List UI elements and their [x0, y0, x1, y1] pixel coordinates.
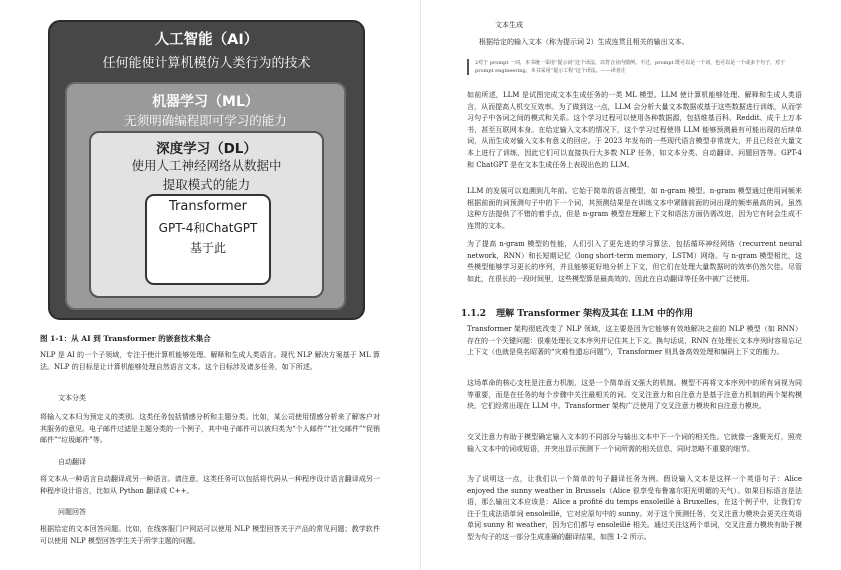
- translator-footnote: 2对于 prompt 一词，本书统一采用“提示词”这个译法，以符合业内惯例。不过，prompt 既可以是一个词，也可以是一个或多个句子，对于 prompt engineering，本书采用“提示工程”这个译法。——译者注: [467, 59, 805, 75]
- paragraph-question-answering: 根据给定的文本回答问题。比如，在线客服门户网站可以使用 NLP 模型回答关于产品的常见问题；教学软件可以使用 NLP 模型回答学生关于所学主题的问题。: [40, 525, 380, 545]
- ai-description: 任何能使计算机模仿人类行为的技术: [102, 56, 311, 71]
- paragraph-attention: 这场革命的核心支柱是注意力机制，这是一个简单而又强大的机制。模型不再将文本序列中的所有词视为同等重要，而是在任务的每个步骤中关注最相关的词。交叉注意力和自注意力是基于注意力机制的两个架构模块，它们经常出现在 LLM 中。Transformer 架构广泛使用了交叉注意力模块和自注意力模块。: [467, 379, 802, 411]
- heading-text-generation: 文本生成: [495, 21, 523, 29]
- dl-title: 深度学习（DL）: [156, 141, 257, 157]
- paragraph-cross-attention: 交叉注意力有助于模型确定输入文本的不同部分与输出文本中下一个词的相关性。它就像一盏聚光灯，照亮输入文本中的词或短语，并突出显示预测下一个词所需的相关信息，同时忽略不重要的细节。: [467, 433, 802, 453]
- paragraph-translation-example: 为了说明这一点，让我们以一个简单的句子翻译任务为例。假设输入文本是这样一个英语句子：Alice enjoyed the sunny weather in Brussels（Alice 很享受布鲁塞尔阳光明媚的天气）。如果目标语言是法语，那么输出文本应该是：Alice a profité du temps ensoleillé à Bruxelles。在这个例子中，让我们专注于生成法语单词 ensoleillé，它对应原句中的 sunny。对于这个预测任务，交叉注意力模块会更关注英语单词 sunny 和 weather，因为它们都与 ensoleillé 相关。通过关注这两个单词，交叉注意力模块有助于模型为句子的这一部分生成准确的翻译结果，如图 1-2 所示。: [467, 475, 802, 541]
- section-title: 理解 Transformer 架构及其在 LLM 中的作用: [496, 309, 694, 319]
- heading-question-answering: 问题回答: [58, 508, 86, 516]
- paragraph-ngram: LLM 的发展可以追溯到几年前。它始于简单的语言模型，如 n-gram 模型。n-gram 模型通过使用词频来根据前面的词预测句子中的下一个词，其预测结果是在训练文本中紧随前面的词出现的频率最高的词。虽然这种方法提供了不错的着手点，但是 n-gram 模型在理解上下文和语法方面仍需改进，因为它有时会生成不连贯的文本。: [467, 187, 802, 230]
- paragraph-nlp-intro: NLP 是 AI 的一个子领域，专注于使计算机能够处理、解释和生成人类语言。现代 NLP 解决方案基于 ML 算法。NLP 的目标是让计算机能够处理自然语言文本。这个目标涉及诸多任务，如下所述。: [40, 351, 380, 371]
- ai-title: 人工智能（AI）: [154, 32, 259, 48]
- paragraph-transformer-intro: Transformer 架构彻底改变了 NLP 领域，这主要是因为它能够有效地解决之前的 NLP 模型（如 RNN）存在的一个关键问题：很难处理长文本序列并记住其上下文。换句话说，RNN 在处理长文本序列时容易忘记上下文（也就是臭名昭著的“灾难性遗忘问题”），Transformer 则具备高效处理和编码上下文的能力。: [467, 325, 802, 357]
- transformer-title: Transformer: [168, 199, 247, 214]
- figure-caption: 图 1-1：从 AI 到 Transformer 的嵌套技术集合: [40, 334, 211, 343]
- ml-description: 无须明确编程即可学习的能力: [124, 113, 287, 128]
- paragraph-rnn-lstm: 为了提高 n-gram 模型的性能，人们引入了更先进的学习算法，包括循环神经网络（recurrent neural network，RNN）和长短期记忆（long short-term memory，LSTM）网络。与 n-gram 模型相比，这些模型能够学习更长的序列，并且能够更好地分析上下文，但它们在处理大量数据时的效率仍然欠佳。尽管如此，在很长的一段时间里，这些模型算是最高效的，因此在自动翻译等任务中被广泛使用。: [467, 240, 802, 283]
- paragraph-llm-overview: 如前所述，LLM 是试图完成文本生成任务的一类 ML 模型。LLM 使计算机能够处理、解释和生成人类语言，从而提高人机交互效率。为了做到这一点，LLM 会分析大量文本数据或基于这些数据进行训练，从而学习句子中各词之间的模式和关系。这个学习过程可以使用各种数据源，包括维基百科、Reddit、成千上万本书，甚至互联网本身。在给定输入文本的情况下，这个学习过程使得 LLM 能够预测最有可能出现的后续单词，从而生成对输入文本有意义的回应。于 2023 年发布的一些现代语言模型非常庞大，并且已经在大量文本上进行了训练，因此它们可以直接执行大多数 NLP 任务，如文本分类、自动翻译、问题回答等。GPT-4 和 ChatGPT 是在文本生成任务上表现出色的 LLM。: [467, 91, 802, 169]
- dl-description-line-2: 提取模式的能力: [162, 177, 251, 192]
- transformer-description-line-1: GPT-4和ChatGPT: [158, 221, 258, 235]
- ml-title: 机器学习（ML）: [152, 94, 259, 110]
- heading-text-classification: 文本分类: [58, 394, 86, 402]
- paragraph-text-generation: 根据给定的输入文本（称为提示词 2）生成连贯且相关的输出文本。: [479, 38, 689, 46]
- heading-auto-translation: 自动翻译: [58, 458, 86, 466]
- section-number: 1.1.2: [461, 309, 487, 319]
- right-page: [421, 0, 841, 570]
- dl-description-line-1: 使用人工神经网络从数据中: [131, 158, 282, 173]
- paragraph-text-classification: 将输入文本归为预定义的类别。这类任务包括情感分析和主题分类。比如，某公司使用情感分析来了解客户对其服务的意见。电子邮件过滤是主题分类的一个例子，其中电子邮件可以被归类为“个人邮件”“社交邮件”“促销邮件”“垃圾邮件”等。: [40, 413, 380, 445]
- transformer-description-line-2: 基于此: [189, 241, 226, 255]
- transformer-box: [145, 194, 271, 285]
- paragraph-auto-translation: 将文本从一种语言自动翻译成另一种语言。请注意，这类任务可以包括将代码从一种程序设计语言翻译成另一种程序设计语言，比如从 Python 翻译成 C++。: [40, 475, 380, 495]
- section-heading: [461, 306, 693, 319]
